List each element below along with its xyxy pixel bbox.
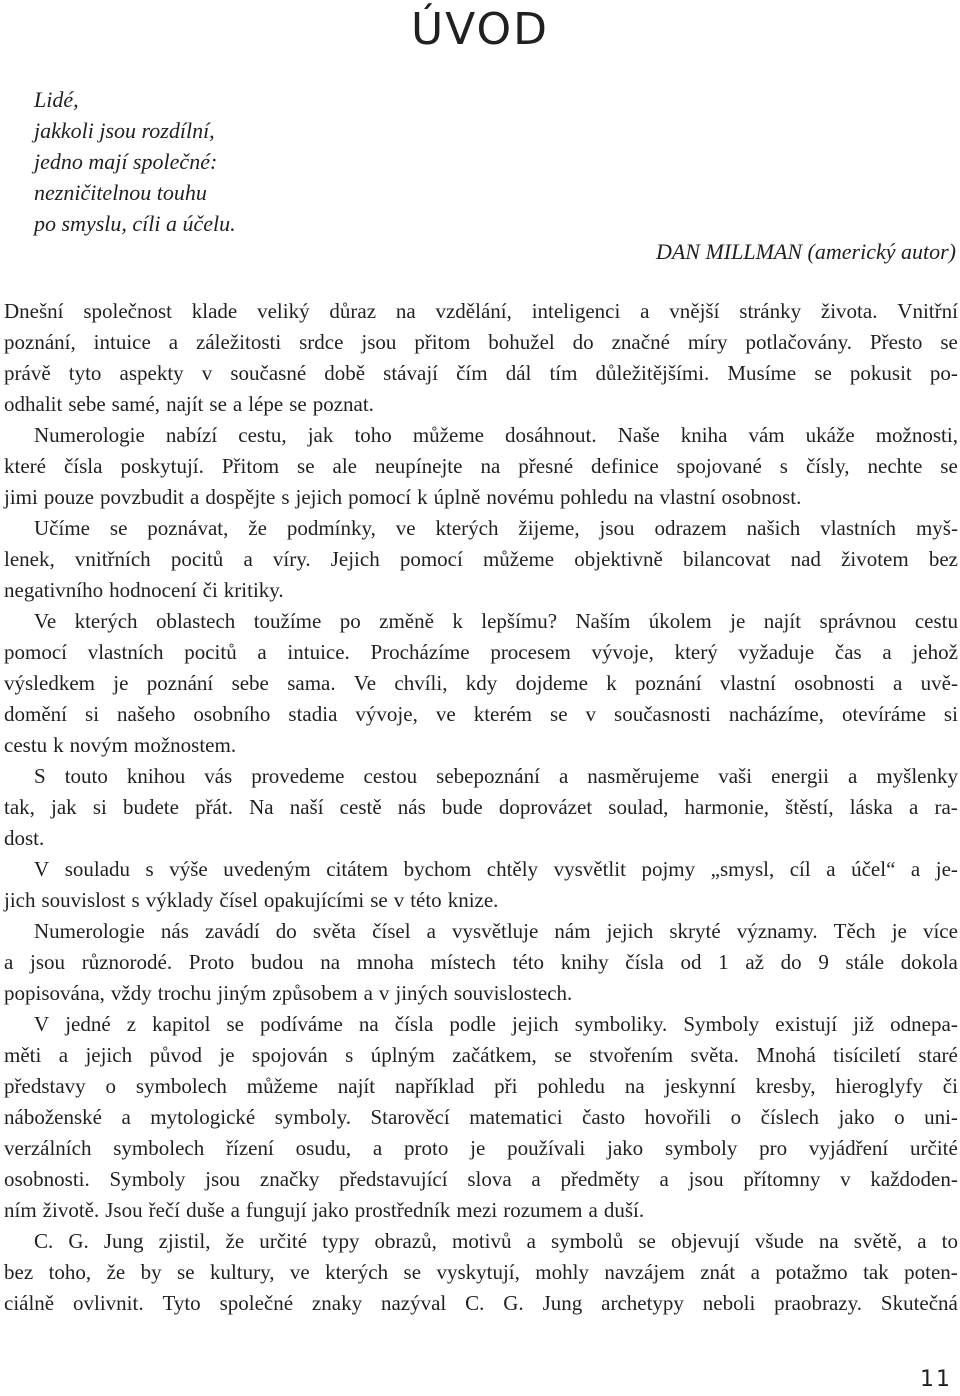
- text-line: Učíme se poznávat, že podmínky, ve kterých žijeme, jsou odrazem našich vlastních myš-: [34, 516, 958, 540]
- paragraph: [4, 916, 958, 1009]
- text-line: Ve kterých oblastech toužíme po změně k lepšímu? Naším úkolem je najít správnou cestu: [34, 609, 958, 633]
- paragraph: [4, 854, 958, 916]
- text-line: které čísla poskytují. Přitom se ale neupínejte na přesné definice spojované s čísly, nechte se: [4, 454, 958, 478]
- text-line: S touto knihou vás provedeme cestou sebepoznání a nasměrujeme vaši energii a myšlenky: [34, 764, 958, 788]
- text-line: jich souvislost s výklady čísel opakujícími se v této knize.: [4, 888, 499, 912]
- paragraph: [4, 606, 958, 761]
- epigraph-line: Lidé,: [34, 87, 79, 112]
- epigraph-line: jedno mají společné:: [34, 149, 218, 174]
- text-line: cestu k novým možnostem.: [4, 733, 237, 757]
- page-number: 11: [920, 1367, 952, 1392]
- text-line: ciálně ovlivnit. Tyto společné znaky nazýval C. G. Jung archetypy neboli praobrazy. Skutečná: [4, 1291, 958, 1315]
- text-line: lenek, vnitřních pocitů a víry. Jejich pomocí můžeme objektivně bilancovat nad životem bez: [4, 547, 958, 571]
- paragraph: [4, 1226, 958, 1319]
- text-line: právě tyto aspekty v současné době stávají čím dál tím důležitějšími. Musíme se pokusit po-: [4, 361, 958, 385]
- text-line: osobnosti. Symboly jsou značky představující slova a předměty a jsou přítomny v každoden-: [4, 1167, 958, 1191]
- text-line: C. G. Jung zjistil, že určité typy obrazů, motivů a symbolů se objevují všude na světě, a to: [34, 1229, 958, 1253]
- text-line: domění si našeho osobního stadia vývoje, ve kterém se v současnosti nacházíme, otevíráme si: [4, 702, 958, 726]
- text-line: odhalit sebe samé, najít se a lépe se poznat.: [4, 392, 374, 416]
- page-title: ÚVOD: [410, 4, 550, 55]
- text-line: dost.: [4, 826, 45, 850]
- text-line: negativního hodnocení či kritiky.: [4, 578, 284, 602]
- epigraph-attribution: DAN MILLMAN (americký autor): [655, 239, 956, 264]
- text-line: měti a jejich původ je spojován s úplným začátkem, se stvořením světa. Mnohá tisíciletí staré: [4, 1043, 958, 1067]
- text-line: pomocí vlastních pocitů a intuice. Procházíme procesem vývoje, který vyžaduje čas a jehož: [4, 640, 958, 664]
- text-line: náboženské a mytologické symboly. Starověcí matematici často hovořili o číslech jako o uni-: [4, 1105, 958, 1129]
- epigraph-line: po smyslu, cíli a účelu.: [34, 211, 236, 236]
- epigraph-line: nezničitelnou touhu: [34, 180, 207, 205]
- text-line: představy o symbolech můžeme najít například při pohledu na jeskynní kresby, hieroglyfy či: [4, 1074, 958, 1098]
- text-line: výsledkem je poznání sebe sama. Ve chvíli, kdy dojdeme k poznání vlastní osobnosti a uvě-: [4, 671, 958, 695]
- paragraph: [4, 761, 958, 854]
- text-line: verzálních symbolech řízení osudu, a proto je používali jako symboly pro vyjádření určité: [4, 1136, 958, 1160]
- body-text: [4, 296, 958, 1319]
- text-line: tak, jak si budete přát. Na naší cestě nás bude doprovázet soulad, harmonie, štěstí, láska a ra-: [4, 795, 958, 819]
- epigraph-quote: [34, 84, 934, 239]
- text-line: jimi pouze povzbudit a dospějte s jejich pomocí k úplně novému pohledu na vlastní osobnost.: [4, 485, 802, 509]
- text-line: poznání, intuice a záležitosti srdce jsou přitom bohužel do značné míry potlačovány. Přesto se: [4, 330, 958, 354]
- text-line: Numerologie nabízí cestu, jak toho můžeme dosáhnout. Naše kniha vám ukáže možnosti,: [34, 423, 958, 447]
- paragraph: [4, 420, 958, 513]
- text-line: V jedné z kapitol se podíváme na čísla podle jejich symboliky. Symboly existují již odnepa-: [34, 1012, 958, 1036]
- paragraph: [4, 1009, 958, 1226]
- text-line: V souladu s výše uvedeným citátem bychom chtěly vysvětlit pojmy „smysl, cíl a účel“ a je-: [34, 857, 958, 881]
- paragraph: [4, 513, 958, 606]
- text-line: bez toho, že by se kultury, ve kterých se vyskytují, mohly navzájem znát a potažmo tak poten-: [4, 1260, 958, 1284]
- paragraph: [4, 296, 958, 420]
- text-line: Dnešní společnost klade veliký důraz na vzdělání, inteligenci a vnější stránky života. Vnitřní: [4, 299, 958, 323]
- text-line: ním životě. Jsou řečí duše a fungují jako prostředník mezi rozumem a duší.: [4, 1198, 645, 1222]
- text-line: Numerologie nás zavádí do světa čísel a vysvětluje nám jejich skryté významy. Těch je více: [34, 919, 958, 943]
- epigraph-line: jakkoli jsou rozdílní,: [34, 118, 215, 143]
- text-line: a jsou různorodé. Proto budou na mnoha místech této knihy čísla od 1 až do 9 stále dokola: [4, 950, 958, 974]
- text-line: popisována, vždy trochu jiným způsobem a v jiných souvislostech.: [4, 981, 573, 1005]
